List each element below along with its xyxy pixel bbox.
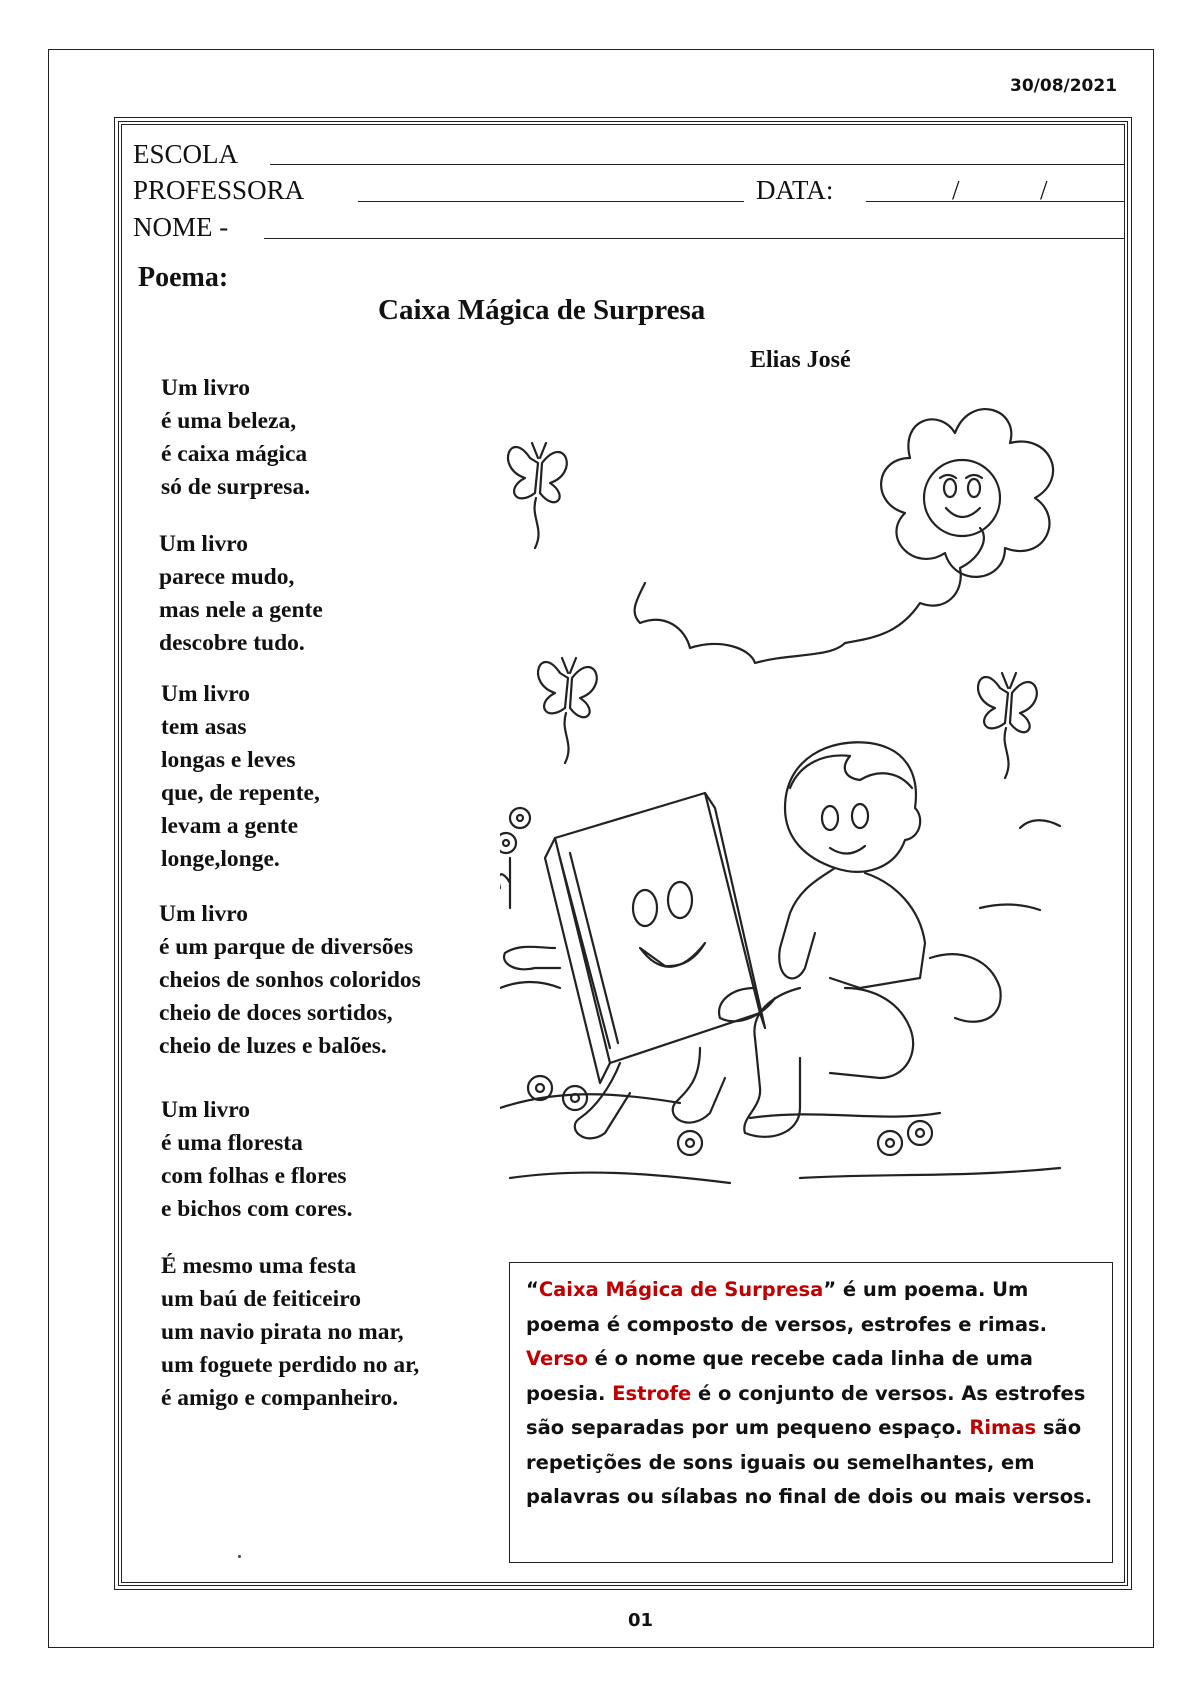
escola-field[interactable] <box>270 164 1124 165</box>
verse: parece mudo, <box>159 564 295 590</box>
verse: tem asas <box>161 714 247 740</box>
stanza-2 <box>159 528 323 660</box>
verse: é amigo e companheiro. <box>161 1385 399 1411</box>
page-number: 01 <box>628 1610 654 1631</box>
info-text-1: ” é um poema. Um poema é composto de versos, estrofes e rimas. <box>526 1278 1048 1336</box>
date-slash-2: / <box>1040 175 1048 205</box>
quote-open: “ <box>526 1278 539 1301</box>
info-verso-highlight: Verso <box>526 1347 588 1370</box>
verse: um foguete perdido no ar, <box>161 1352 420 1378</box>
verse: Um livro <box>161 681 250 707</box>
verse: descobre tudo. <box>159 630 305 656</box>
cloud-icon <box>635 528 984 663</box>
info-estrofe-highlight: Estrofe <box>612 1381 692 1405</box>
smiling-flower-sun-icon <box>881 409 1053 577</box>
data-field[interactable] <box>866 201 1124 202</box>
verse: é uma beleza, <box>161 408 297 434</box>
data-label: DATA: <box>756 175 834 205</box>
verse: mas nele a gente <box>159 597 323 623</box>
verse: Um livro <box>159 531 248 557</box>
page-date: 30/08/2021 <box>1010 76 1118 96</box>
butterfly-icon <box>978 673 1037 778</box>
verse: com folhas e flores <box>161 1163 347 1189</box>
stanza-5 <box>161 1094 352 1226</box>
professora-field[interactable] <box>358 201 744 202</box>
info-text-2: é o nome que recebe cada linha de uma poesia. <box>526 1347 1033 1405</box>
professora-label: PROFESSORA <box>133 175 305 205</box>
verse: cheio de luzes e balões. <box>159 1033 387 1059</box>
stanza-1 <box>161 372 310 504</box>
info-rimas-highlight: Rimas <box>969 1416 1037 1439</box>
stanza-6 <box>161 1250 419 1415</box>
verse: levam a gente <box>161 813 299 839</box>
verse: cheios de sonhos coloridos <box>159 967 421 993</box>
escola-label: ESCOLA <box>133 139 239 169</box>
verse: um baú de feiticeiro <box>161 1286 361 1312</box>
verse: é um parque de diversões <box>159 934 414 960</box>
date-slash-1: / <box>952 175 960 205</box>
info-text-3: é o conjunto de versos. As estrofes são separadas por um pequeno espaço. <box>526 1381 1086 1439</box>
butterfly-icon <box>538 658 597 763</box>
info-title-highlight: Caixa Mágica de Surpresa <box>538 1278 824 1301</box>
stanza-4 <box>159 898 421 1063</box>
stanza-3 <box>161 678 320 876</box>
verse: e bichos com cores. <box>161 1196 353 1222</box>
poem-author: Elias José <box>750 347 851 373</box>
nome-field[interactable] <box>264 238 1124 239</box>
nome-label: NOME - <box>133 212 229 242</box>
verse: cheio de doces sortidos, <box>159 1000 393 1026</box>
verse: é uma floresta <box>161 1130 303 1156</box>
info-text-4: são repetições de sons iguais ou semelhantes, em palavras ou sílabas no final de dois ou mais versos. <box>526 1416 1093 1508</box>
verse: longas e leves <box>161 747 296 773</box>
verse: Um livro <box>161 1097 250 1123</box>
butterfly-icon <box>508 443 567 548</box>
poem-info-box <box>509 1262 1113 1563</box>
verse: é caixa mágica <box>161 441 308 467</box>
boy-character-icon <box>719 742 925 1137</box>
poem-label: Poema: <box>138 262 229 293</box>
verse: Um livro <box>159 901 248 927</box>
verse: um navio pirata no mar, <box>161 1319 404 1345</box>
poem-title: Caixa Mágica de Surpresa <box>378 294 706 326</box>
speck <box>238 1555 241 1558</box>
verse: longe,longe. <box>161 846 280 872</box>
verse: É mesmo uma festa <box>161 1253 357 1279</box>
verse: que, de repente, <box>161 780 320 806</box>
verse: Um livro <box>161 375 250 401</box>
coloring-illustration <box>500 388 1140 1258</box>
verse: só de surpresa. <box>161 474 311 500</box>
